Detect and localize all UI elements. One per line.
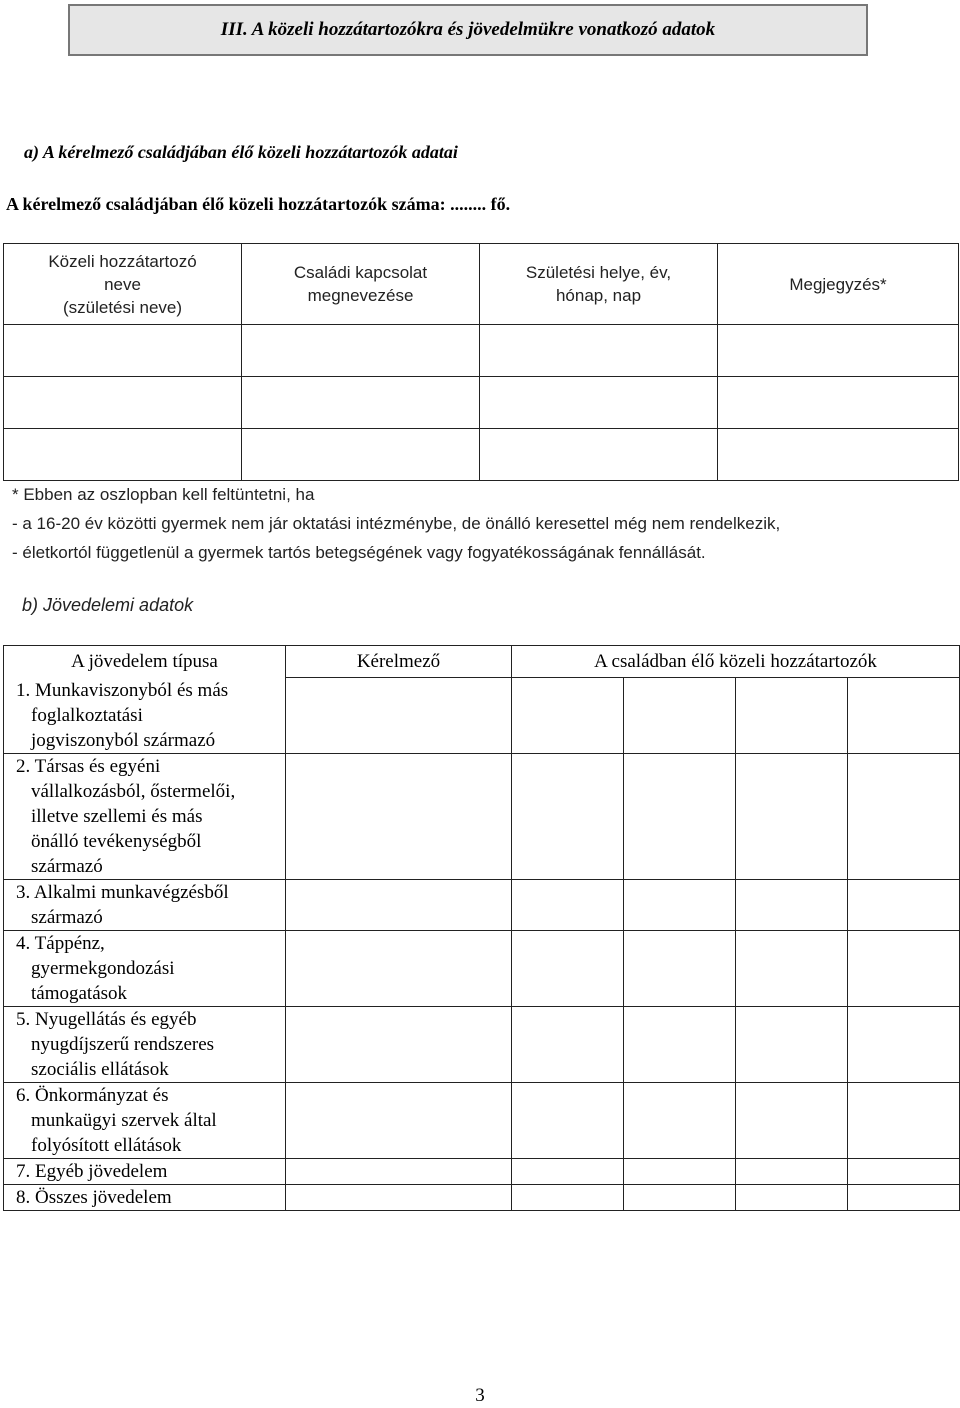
- header-birth-place-date: Születési helye, év, hónap, nap: [480, 244, 718, 325]
- header-relative-name: Közeli hozzátartozó neve (születési neve): [4, 244, 242, 325]
- income-type-label: 1. Munkaviszonyból és más foglalkoztatási jogviszonyból származó: [4, 678, 286, 754]
- header-income-type: A jövedelem típusa: [4, 646, 286, 678]
- relative-income-cell[interactable]: [624, 753, 736, 879]
- relative-income-cell[interactable]: [512, 930, 624, 1006]
- income-header-row: [4, 646, 960, 678]
- relative-income-cell[interactable]: [624, 1184, 736, 1210]
- income-type-label: 4. Táppénz, gyermekgondozási támogatások: [4, 930, 286, 1006]
- subsection-a-title: a) A kérelmező családjában élő közeli hozzátartozók adatai: [24, 142, 458, 162]
- relative-income-cell[interactable]: [512, 1184, 624, 1210]
- relative-remark-cell[interactable]: [718, 325, 959, 377]
- relative-income-cell[interactable]: [512, 879, 624, 930]
- relative-income-cell[interactable]: [512, 1082, 624, 1158]
- relative-income-cell[interactable]: [512, 1158, 624, 1184]
- relative-birth-cell[interactable]: [480, 429, 718, 481]
- applicant-income-cell[interactable]: [286, 1006, 512, 1082]
- relatives-table: [3, 243, 959, 481]
- relative-income-cell[interactable]: [512, 753, 624, 879]
- relative-relation-cell[interactable]: [242, 325, 480, 377]
- applicant-income-cell[interactable]: [286, 1184, 512, 1210]
- applicant-income-cell[interactable]: [286, 1158, 512, 1184]
- relative-income-cell[interactable]: [848, 1184, 960, 1210]
- relative-income-cell[interactable]: [848, 753, 960, 879]
- relative-income-cell[interactable]: [624, 930, 736, 1006]
- income-table: [3, 645, 960, 1211]
- relative-income-cell[interactable]: [848, 1006, 960, 1082]
- relative-income-cell[interactable]: [848, 678, 960, 754]
- relative-income-cell[interactable]: [512, 678, 624, 754]
- section-header: [68, 4, 868, 56]
- relative-income-cell[interactable]: [848, 1158, 960, 1184]
- header-applicant: Kérelmező: [286, 646, 512, 678]
- income-row: [4, 1184, 960, 1210]
- income-row: [4, 1006, 960, 1082]
- page-number: 3: [475, 1385, 485, 1406]
- relative-income-cell[interactable]: [624, 1082, 736, 1158]
- relative-income-cell[interactable]: [736, 879, 848, 930]
- relative-relation-cell[interactable]: [242, 429, 480, 481]
- relative-income-cell[interactable]: [624, 1006, 736, 1082]
- income-type-label: 6. Önkormányzat és munkaügyi szervek által folyósított ellátások: [4, 1082, 286, 1158]
- relative-relation-cell[interactable]: [242, 377, 480, 429]
- header-household-relatives: A családban élő közeli hozzátartozók: [512, 646, 960, 678]
- income-row: [4, 879, 960, 930]
- relative-income-cell[interactable]: [848, 879, 960, 930]
- relatives-row: [4, 325, 959, 377]
- income-row: [4, 930, 960, 1006]
- relative-birth-cell[interactable]: [480, 377, 718, 429]
- income-type-label: 2. Társas és egyéni vállalkozásból, őstermelői, illetve szellemi és más önálló tevékenységből származó: [4, 753, 286, 879]
- relative-income-cell[interactable]: [736, 1184, 848, 1210]
- note-item-1: - a 16-20 év közötti gyermek nem jár oktatási intézménybe, de önálló keresettel még nem rendelkezik,: [12, 514, 781, 533]
- relative-income-cell[interactable]: [512, 1006, 624, 1082]
- income-row: [4, 678, 960, 754]
- relative-income-cell[interactable]: [624, 678, 736, 754]
- relative-income-cell[interactable]: [624, 1158, 736, 1184]
- applicant-income-cell[interactable]: [286, 879, 512, 930]
- applicant-income-cell[interactable]: [286, 753, 512, 879]
- relative-income-cell[interactable]: [736, 1158, 848, 1184]
- relative-income-cell[interactable]: [736, 1082, 848, 1158]
- relative-remark-cell[interactable]: [718, 429, 959, 481]
- applicant-income-cell[interactable]: [286, 1082, 512, 1158]
- relative-income-cell[interactable]: [848, 930, 960, 1006]
- relatives-row: [4, 429, 959, 481]
- relative-income-cell[interactable]: [736, 930, 848, 1006]
- relative-name-cell[interactable]: [4, 325, 242, 377]
- relative-income-cell[interactable]: [736, 678, 848, 754]
- relatives-header-row: [4, 244, 959, 325]
- relative-name-cell[interactable]: [4, 377, 242, 429]
- income-row: [4, 1158, 960, 1184]
- subsection-b-title: b) Jövedelemi adatok: [22, 595, 194, 615]
- note-asterisk: * Ebben az oszlopban kell feltüntetni, ha: [12, 485, 315, 504]
- header-remark: Megjegyzés*: [718, 244, 959, 325]
- relative-birth-cell[interactable]: [480, 325, 718, 377]
- applicant-income-cell[interactable]: [286, 930, 512, 1006]
- section-title: III. A közeli hozzátartozókra és jövedelmükre vonatkozó adatok: [220, 19, 716, 40]
- relative-income-cell[interactable]: [624, 879, 736, 930]
- relative-income-cell[interactable]: [848, 1082, 960, 1158]
- income-row: [4, 753, 960, 879]
- relatives-count-line[interactable]: A kérelmező családjában élő közeli hozzátartozók száma: ........ fő.: [6, 194, 511, 214]
- applicant-income-cell[interactable]: [286, 678, 512, 754]
- income-type-label: 8. Összes jövedelem: [4, 1184, 286, 1210]
- relative-remark-cell[interactable]: [718, 377, 959, 429]
- income-type-label: 7. Egyéb jövedelem: [4, 1158, 286, 1184]
- header-family-relation: Családi kapcsolat megnevezése: [242, 244, 480, 325]
- note-item-2: - életkortól függetlenül a gyermek tartós betegségének vagy fogyatékosságának fennállását.: [12, 543, 706, 562]
- income-type-label: 5. Nyugellátás és egyéb nyugdíjszerű rendszeres szociális ellátások: [4, 1006, 286, 1082]
- income-type-label: 3. Alkalmi munkavégzésből származó: [4, 879, 286, 930]
- relatives-row: [4, 377, 959, 429]
- relative-income-cell[interactable]: [736, 1006, 848, 1082]
- relative-income-cell[interactable]: [736, 753, 848, 879]
- income-row: [4, 1082, 960, 1158]
- relative-name-cell[interactable]: [4, 429, 242, 481]
